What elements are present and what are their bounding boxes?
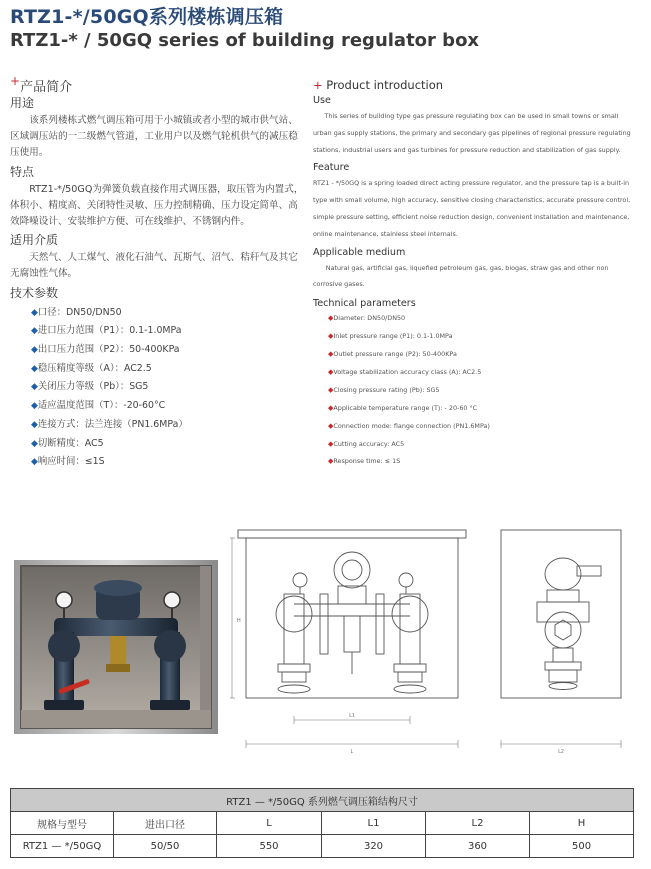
diamond-bullet-icon: ◆ [328,421,334,430]
section-title-cn: +产品简介 [10,74,73,95]
use-text-en: This series of building type gas pressure regulating box can be used in small towns or small urban gas supply stations, the primary and secondary gas pipelines of regional pressure regulating stations, industrial users and gas turbines for pressure reduction and stabilization of gas supply. [313,112,631,154]
table-header-row [11,812,634,835]
table-cell: 500 [530,835,634,858]
diamond-bullet-icon: ◆ [31,457,38,468]
use-heading-en: Use [313,95,331,106]
list-item: ◆连接方式：法兰连接（PN1.6MPa） [31,418,188,430]
list-item: ◆Outlet pressure range (P2): 50-400KPa [328,349,457,358]
list-item: ◆Voltage stabilization accuracy class (A): AC2.5 [328,367,482,376]
medium-text-en: Natural gas, artificial gas, liquefied petroleum gas, gas, biogas, straw gas and other non corrosive gases. [313,263,609,289]
list-item: ◆Closing pressure rating (Pb): SG5 [328,385,440,394]
side-view-drawing [497,524,627,756]
tech-params-list-cn [10,304,304,472]
page-title-cn: RTZ1-*/50GQ系列楼栋调压箱 [10,6,284,28]
list-item: ◆出口压力范围（P2）：50-400KPa [31,344,180,356]
feature-heading-en: Feature [313,162,350,174]
english-intro-column [313,78,637,471]
table-cell: 550 [217,835,322,858]
product-photo [14,560,218,734]
diamond-bullet-icon: ◆ [31,419,38,430]
table-header-cell: 规格与型号 [11,812,114,835]
list-item: ◆Inlet pressure range (P1): 0.1-1.0MPa [328,332,453,341]
table-header-cell: H [530,812,634,835]
table-header-cell: 进出口径 [114,812,217,835]
diamond-bullet-icon: ◆ [328,314,334,323]
list-item: ◆进口压力范围（P1）：0.1-1.0MPa [31,325,182,337]
table-cell: RTZ1 — */50GQ [11,835,114,858]
diamond-bullet-icon: ◆ [328,367,334,376]
list-item: ◆Connection mode: flange connection (PN1.6MPa) [328,421,490,430]
diamond-bullet-icon: ◆ [31,345,38,356]
list-item: ◆Response time: ≤ 1S [328,457,401,466]
diamond-bullet-icon: ◆ [31,307,38,318]
tech-heading-cn: 技术参数 [10,285,59,300]
list-item: ◆适应温度范围（T）：-20-60°C [31,400,166,412]
list-item: ◆Cutting accuracy: AC5 [328,439,405,448]
diamond-bullet-icon: ◆ [31,438,38,449]
use-text-cn: 该系列楼栋式燃气调压箱可用于小城镇或者小型的城市供气站、区域调压站的一二级燃气管道，工业用户以及燃气轮机供气的减压稳压使用。 [10,115,298,159]
list-item: ◆口径：DN50/DN50 [31,306,122,318]
table-header-cell: L1 [322,812,426,835]
diamond-bullet-icon: ◆ [31,363,38,374]
table-row [11,835,634,858]
dimension-table [10,788,634,858]
diamond-bullet-icon: ◆ [31,382,38,393]
list-item: ◆响应时间：≤1S [31,456,105,468]
feature-text-cn: RTZ1-*/50GQ为弹簧负载直接作用式调压器，取压管为内置式，体积小、精度高、关闭特性灵敏、压力控制精确、压力设定简单、高效降噪设计、安装维护方便、可在线维护、不锈钢内件。 [10,183,304,228]
diamond-bullet-icon: ◆ [328,385,334,394]
list-item: ◆Applicable temperature range (T): - 20-60 °C [328,403,478,412]
section-title-en: + Product introduction [313,78,444,92]
diamond-bullet-icon: ◆ [328,457,334,466]
dimension-l1-label: L1 [349,713,355,719]
list-item: ◆Diameter: DN50/DN50 [328,314,406,323]
list-item: ◆关闭压力等级（Pb）：SG5 [31,381,149,393]
medium-text-cn: 天然气、人工煤气、液化石油气、瓦斯气、沼气、秸秆气及其它无腐蚀性气体。 [10,252,298,280]
diamond-bullet-icon: ◆ [31,401,38,412]
diamond-bullet-icon: ◆ [31,326,38,337]
diamond-bullet-icon: ◆ [328,439,334,448]
table-header-cell: L [217,812,322,835]
dimension-l2-label: L2 [558,749,564,755]
tech-heading-en: Technical parameters [313,298,416,310]
feature-heading-cn: 特点 [10,164,35,179]
dimension-h-label: H [237,618,241,624]
table-cell: 50/50 [114,835,217,858]
plus-icon: + [10,74,21,88]
diamond-bullet-icon: ◆ [328,349,334,358]
chinese-intro-column [10,74,304,472]
medium-heading-en: Applicable medium [313,246,406,258]
dimension-l-label: L [350,749,354,755]
feature-text-en: RTZ1 - */50GQ is a spring loaded direct acting pressure regulator, and the pressure tap is a built-in type with small volume, high accuracy, sensitive closing characteristics, accurate pressure control, simple pressure setting, efficient noise reduction design, convenient installation and maintenance, online maintenance, stainless steel internals. [313,179,631,238]
page-title-en: RTZ1-* / 50GQ series of building regulator box [10,30,480,51]
table-header-cell: L2 [426,812,530,835]
list-item: ◆稳压精度等级（A）：AC2.5 [31,362,152,374]
table-cell: 360 [426,835,530,858]
list-item: ◆切断精度：AC5 [31,437,104,449]
use-heading-cn: 用途 [10,96,35,110]
diamond-bullet-icon: ◆ [328,403,334,412]
front-view-drawing [228,524,478,756]
diamond-bullet-icon: ◆ [328,332,334,341]
medium-heading-cn: 适用介质 [10,233,59,248]
table-caption: RTZ1 — */50GQ 系列燃气调压箱结构尺寸 [11,789,634,812]
plus-icon: + [313,78,323,92]
table-cell: 320 [322,835,426,858]
tech-params-list-en [313,310,637,471]
